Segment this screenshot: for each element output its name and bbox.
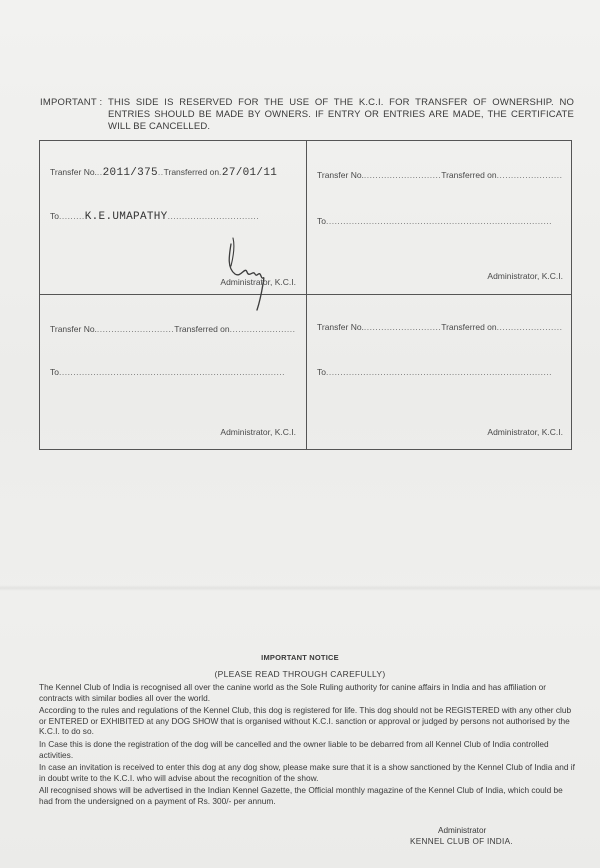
to-line: To.........K.E.UMAPATHY................................ xyxy=(50,211,260,223)
transfer-cell-1 xyxy=(40,141,306,294)
transferred-on-label: Transferred on xyxy=(174,324,230,334)
to-line: To............................................................................... xyxy=(317,216,553,226)
transfer-grid xyxy=(39,140,572,450)
notice-paragraph: In case an invitation is received to enter this dog at any dog show, please make sure that it is a show sanctioned by the Kennel Club of India and if in doubt write to the K.C.I. who will advise about the recognition of the show. xyxy=(39,762,575,783)
transfer-cell-3 xyxy=(40,295,306,448)
to-label: To xyxy=(50,367,59,377)
transfer-no-label: Transfer No. xyxy=(317,322,364,332)
footer-club-name: KENNEL CLUB OF INDIA. xyxy=(410,837,513,846)
important-label: IMPORTANT : xyxy=(40,97,103,108)
paper-fold xyxy=(0,585,600,591)
to-label: To xyxy=(317,216,326,226)
transfer-no-label: Transfer No. xyxy=(50,167,97,177)
transfer-cell-2 xyxy=(307,141,573,294)
notice-paragraph: All recognised shows will be advertised in the Indian Kennel Gazette, the Official monthly magazine of the Kennel Club of India, which could be had from the undersigned on a payment of Rs. 300/- per annum. xyxy=(39,785,563,806)
transfer-line: Transfer No...2011/375..Transferred on.27/01/11 xyxy=(50,167,278,179)
administrator-label: Administrator, K.C.I. xyxy=(487,271,563,281)
transfer-no-value: 2011/375 xyxy=(102,167,158,179)
transfer-no-label: Transfer No. xyxy=(317,170,364,180)
administrator-label: Administrator, K.C.I. xyxy=(487,427,563,437)
notice-title: IMPORTANT NOTICE xyxy=(261,653,339,662)
administrator-label: Administrator, K.C.I. xyxy=(220,277,296,287)
to-line: To............................................................................... xyxy=(50,367,286,377)
notice-body xyxy=(39,682,575,809)
transferred-on-label: Transferred on xyxy=(441,322,497,332)
notice-paragraph: In Case this is done the registration of the dog will be cancelled and the owner liable to be debarred from all Kennel Club of India controlled activities. xyxy=(39,738,549,760)
notice-paragraph: The Kennel Club of India is recognised all over the canine world as the Sole Ruling authority for canine affairs in India and has affiliation or contracts with similar bodies all over the world. xyxy=(39,682,547,703)
administrator-label: Administrator, K.C.I. xyxy=(220,427,296,437)
notice-paragraph: According to the rules and regulations of the Kennel Club, this dog is registered for life. This dog should not be REGISTERED with any other club or ENTERED or EXHIBITED at any DOG SHOW that is organised without K.C.I. sanction or approval or judged by persons not authorised by the K.C.I. to do so. xyxy=(39,705,572,737)
transferred-on-label: Transferred on xyxy=(163,167,220,177)
transferred-on-value: 27/01/11 xyxy=(221,167,278,179)
important-statement: THIS SIDE IS RESERVED FOR THE USE OF THE K.C.I. FOR TRANSFER OF OWNERSHIP. NO ENTRIES SHOULD BE MADE BY OWNERS. IF ENTRY OR ENTRIES ARE MADE, THE CERTIFICATE WILL BE CANCELLED. xyxy=(108,97,574,132)
footer-administrator: Administrator xyxy=(438,826,487,835)
transfer-no-label: Transfer No. xyxy=(50,324,97,334)
to-value: K.E.UMAPATHY xyxy=(84,211,168,223)
transfer-line: Transfer No............................Transferred on....................... xyxy=(317,170,563,180)
to-line: To............................................................................... xyxy=(317,367,553,377)
transferred-on-label: Transferred on xyxy=(441,170,497,180)
notice-subtitle: (PLEASE READ THROUGH CAREFULLY) xyxy=(214,669,386,679)
transfer-line: Transfer No............................Transferred on....................... xyxy=(317,322,563,332)
to-label: To xyxy=(317,367,326,377)
transfer-line: Transfer No............................Transferred on....................... xyxy=(50,324,296,334)
transfer-cell-4 xyxy=(307,295,573,448)
to-label: To xyxy=(50,211,59,221)
